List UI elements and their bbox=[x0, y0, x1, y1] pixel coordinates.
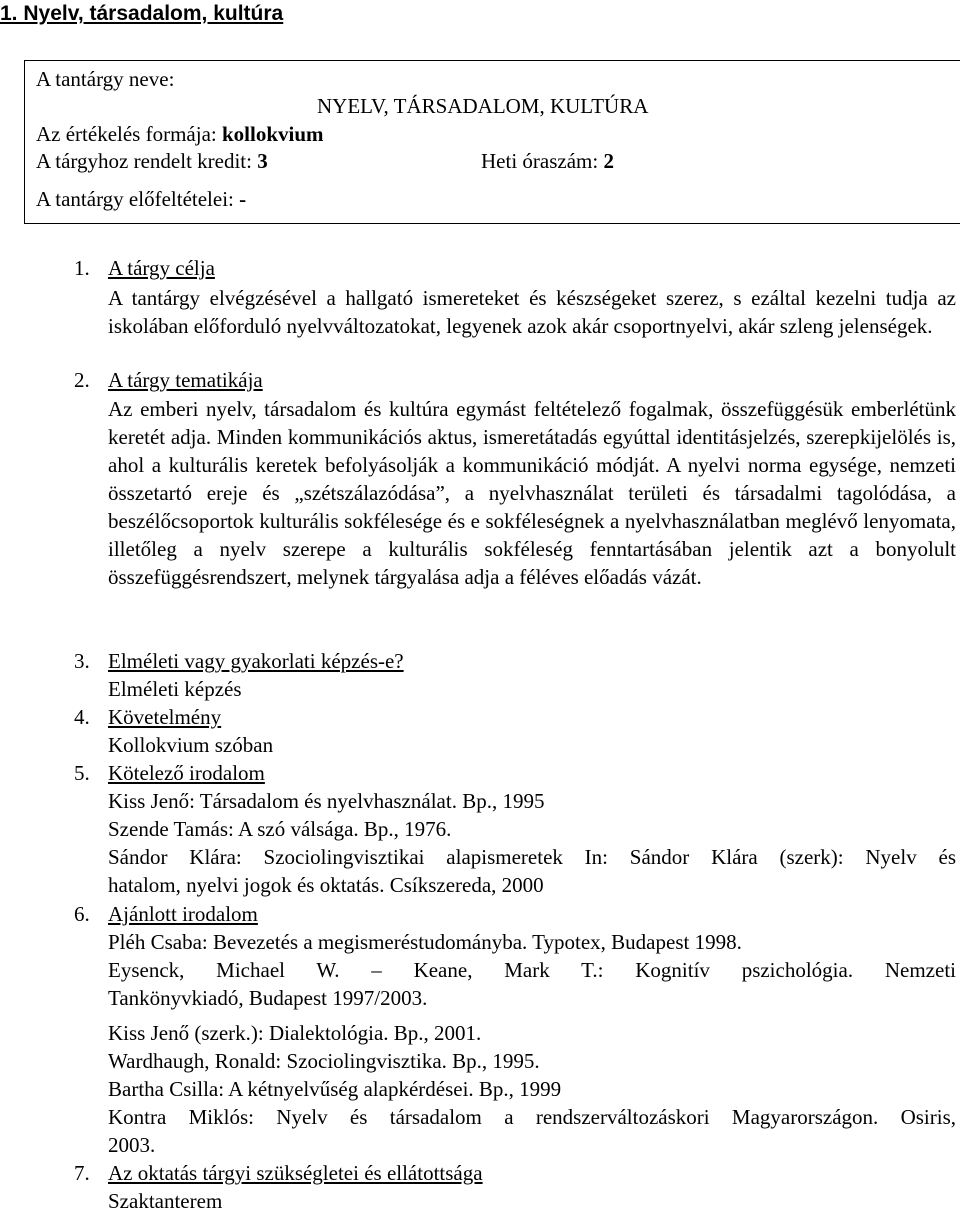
hours-label: Heti óraszám: bbox=[481, 149, 604, 173]
prereq-row bbox=[36, 187, 246, 212]
reading-item: Bartha Csilla: A kétnyelvűség alapkérdései. Bp., 1999 bbox=[108, 1077, 562, 1101]
page-heading: 1. Nyelv, társadalom, kultúra bbox=[0, 2, 284, 25]
course-name-value: NYELV, TÁRSADALOM, KULTÚRA bbox=[317, 94, 649, 118]
section-number: 6. bbox=[74, 902, 90, 926]
reading-item: Szende Tamás: A szó válsága. Bp., 1976. bbox=[108, 817, 452, 841]
reading-item: 2003. bbox=[108, 1133, 156, 1157]
section-topics-body: Az emberi nyelv, társadalom és kultúra egymást feltételező fogalmak, összefüggésük emberlétünk keretét adja. Minden kommunikációs aktus, ismeretátadás egyúttal identitásjelzés, szerepkijelölés is, ahol a kulturális keretek befolyásolják a kommunikáció módját. A nyelvi norma egysége, nemzeti összetartó ereje és „szétszálazódása”, a nyelvhasználat területi és társadalmi tagolódása, a beszélőcsoportok kulturális sokfélesége és e sokféleségnek a nyelvhasználatban meglévő lenyomata, illetőleg a nyelv szerepe a kulturális sokféleség fenntartásában jelentik azt a bonyolult összefüggésrendszert, melynek tárgyalása adja a féléves előadás vázát. bbox=[108, 397, 956, 589]
section-required-reading-heading bbox=[74, 761, 265, 786]
credit-value: 3 bbox=[257, 149, 268, 173]
section-training-type-heading bbox=[74, 649, 404, 674]
evaluation-value: kollokvium bbox=[222, 122, 324, 146]
section-goal-body: A tantárgy elvégzésével a hallgató ismereteket és készségeket szerez, s ezáltal kezelni tudja az iskolában előforduló nyelvváltozatokat, legyenek azok akár csoportnyelvi, akár szleng jelenségek. bbox=[108, 286, 956, 338]
section-training-type-body: Elméleti képzés bbox=[108, 677, 242, 701]
reading-item: Pléh Csaba: Bevezetés a megismeréstudományba. Typotex, Budapest 1998. bbox=[108, 930, 742, 954]
section-title: Ajánlott irodalom bbox=[108, 902, 258, 926]
reading-item: Eysenck, Michael W. – Keane, Mark T.: Kognitív pszichológia. Nemzeti bbox=[108, 958, 956, 982]
course-name-label: A tantárgy neve: bbox=[36, 67, 175, 91]
section-requirement-body: Kollokvium szóban bbox=[108, 733, 274, 757]
hours-value: 2 bbox=[603, 149, 614, 173]
prereq-label: A tantárgy előfeltételei: bbox=[36, 187, 240, 211]
section-equipment-body: Szaktanterem bbox=[108, 1189, 223, 1213]
reading-item: Kiss Jenő (szerk.): Dialektológia. Bp., 2001. bbox=[108, 1021, 482, 1045]
prereq-value: - bbox=[239, 187, 247, 211]
section-number: 2. bbox=[74, 368, 90, 392]
credit-row bbox=[36, 149, 268, 174]
section-title: Követelmény bbox=[108, 705, 222, 729]
section-title: A tárgy tematikája bbox=[108, 368, 263, 392]
section-number: 1. bbox=[74, 256, 90, 280]
evaluation-row bbox=[36, 122, 324, 147]
section-number: 7. bbox=[74, 1161, 90, 1185]
credit-label: A tárgyhoz rendelt kredit: bbox=[36, 149, 258, 173]
section-requirement-heading bbox=[74, 705, 221, 730]
section-title: Kötelező irodalom bbox=[108, 761, 265, 785]
reading-item: Wardhaugh, Ronald: Szociolingvisztika. Bp., 1995. bbox=[108, 1049, 540, 1073]
section-recommended-reading-heading bbox=[74, 902, 258, 927]
section-number: 4. bbox=[74, 705, 90, 729]
hours-row bbox=[481, 149, 614, 174]
evaluation-label: Az értékelés formája: bbox=[36, 122, 222, 146]
section-topics-heading bbox=[74, 368, 263, 393]
reading-item: Tankönyvkiadó, Budapest 1997/2003. bbox=[108, 986, 428, 1010]
reading-item: hatalom, nyelvi jogok és oktatás. Csíkszereda, 2000 bbox=[108, 873, 544, 897]
section-number: 3. bbox=[74, 649, 90, 673]
section-title: Elméleti vagy gyakorlati képzés-e? bbox=[108, 649, 404, 673]
section-title: A tárgy célja bbox=[108, 256, 215, 280]
section-equipment-heading bbox=[74, 1161, 483, 1186]
section-title: Az oktatás tárgyi szükségletei és ellátottsága bbox=[108, 1161, 483, 1185]
section-number: 5. bbox=[74, 761, 90, 785]
reading-item: Sándor Klára: Szociolingvisztikai alapismeretek In: Sándor Klára (szerk): Nyelv és bbox=[108, 845, 956, 869]
reading-item: Kiss Jenő: Társadalom és nyelvhasználat. Bp., 1995 bbox=[108, 789, 545, 813]
course-info-box bbox=[24, 60, 960, 224]
reading-item: Kontra Miklós: Nyelv és társadalom a rendszerváltozáskori Magyarországon. Osiris, bbox=[108, 1105, 956, 1129]
section-goal-heading bbox=[74, 256, 215, 281]
